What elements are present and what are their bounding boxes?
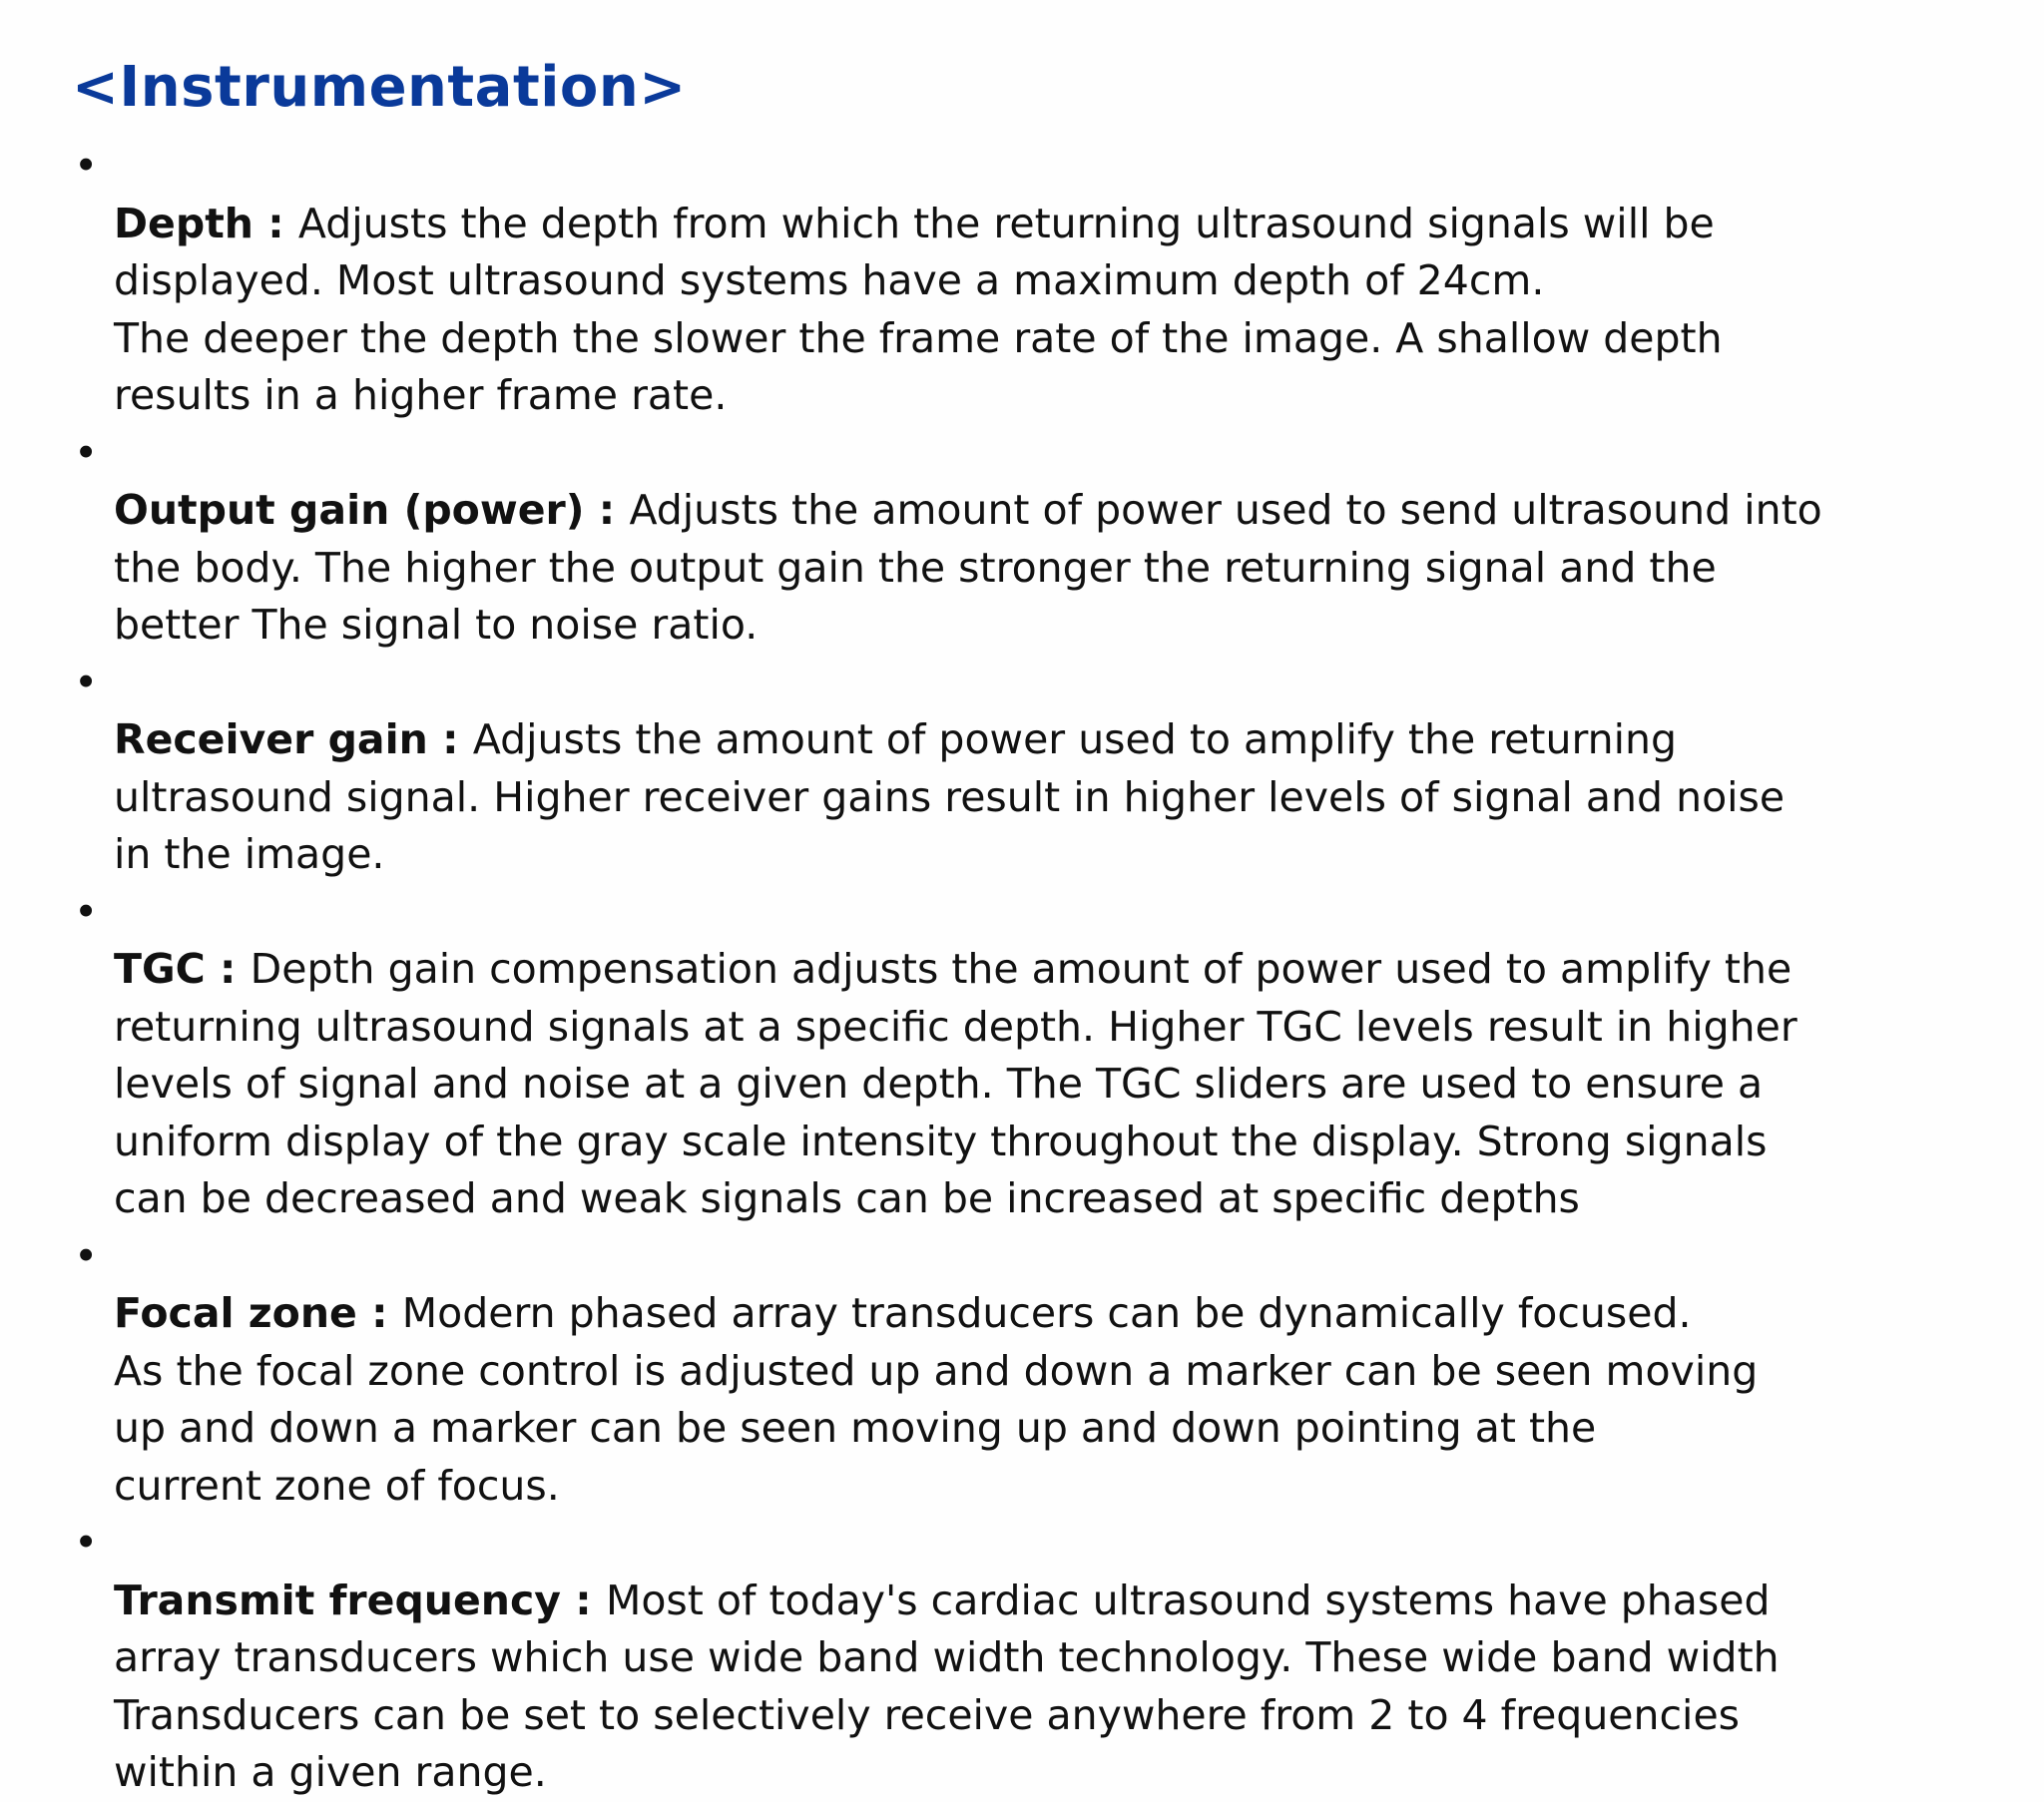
list-item-depth [72, 138, 2008, 425]
item-term: Transmit frequency : [114, 1576, 606, 1624]
bullet-icon: • [74, 887, 99, 936]
item-description: Most of today's cardiac ultrasound systems have phased array transducers which use wide band width technology. These wide band width Transducers can be set to selectively receive anywhere from 2 to 4 frequencies within a given range. [114, 1576, 1780, 1796]
item-description: Adjusts the amount of power used to amplify the returning ultrasound signal. Higher receiver gains result in higher levels of signal and noise in the image. [114, 715, 1786, 878]
item-description: Adjusts the amount of power used to send ultrasound into the body. The higher the output gain the stronger the returning signal and the better The signal to noise ratio. [114, 486, 1822, 649]
bullet-icon: • [74, 658, 99, 706]
item-description: Adjusts the depth from which the returning ultrasound signals will be displayed. Most ultrasound systems have a maximum depth of 24cm. The deeper the depth the slower the frame rate of the image. A shallow depth results in a higher frame rate. [114, 199, 1723, 419]
item-term: TGC : [114, 945, 251, 993]
list-item-focal-zone [72, 1228, 2008, 1516]
page-title: <Instrumentation> [72, 55, 687, 120]
item-term: Receiver gain : [114, 715, 473, 763]
list-item-tgc [72, 884, 2008, 1228]
item-term: Output gain (power) : [114, 486, 630, 534]
list-item-receiver-gain [72, 655, 2008, 884]
bullet-icon: • [74, 428, 99, 477]
document-page [72, 52, 2008, 1802]
list-item-output-gain [72, 425, 2008, 655]
instrumentation-list [72, 138, 2008, 1802]
list-item-transmit-frequency [72, 1515, 2008, 1802]
item-term: Focal zone : [114, 1289, 402, 1337]
bullet-icon: • [74, 1231, 99, 1280]
item-description: Modern phased array transducers can be dynamically focused. As the focal zone control is adjusted up and down a marker can be seen moving up and down a marker can be seen moving up and down pointing at the current zone of focus. [114, 1289, 1759, 1510]
bullet-icon: • [74, 1519, 99, 1567]
item-term: Depth : [114, 199, 298, 247]
bullet-icon: • [74, 142, 99, 190]
item-description: Depth gain compensation adjusts the amount of power used to amplify the returning ultrasound signals at a specific depth. Higher TGC levels result in higher levels of signal and noise at a given depth. The TGC sliders are used to ensure a uniform display of the gray scale intensity throughout the display. Strong signals can be decreased and weak signals can be increased at specific depths [114, 945, 1797, 1222]
